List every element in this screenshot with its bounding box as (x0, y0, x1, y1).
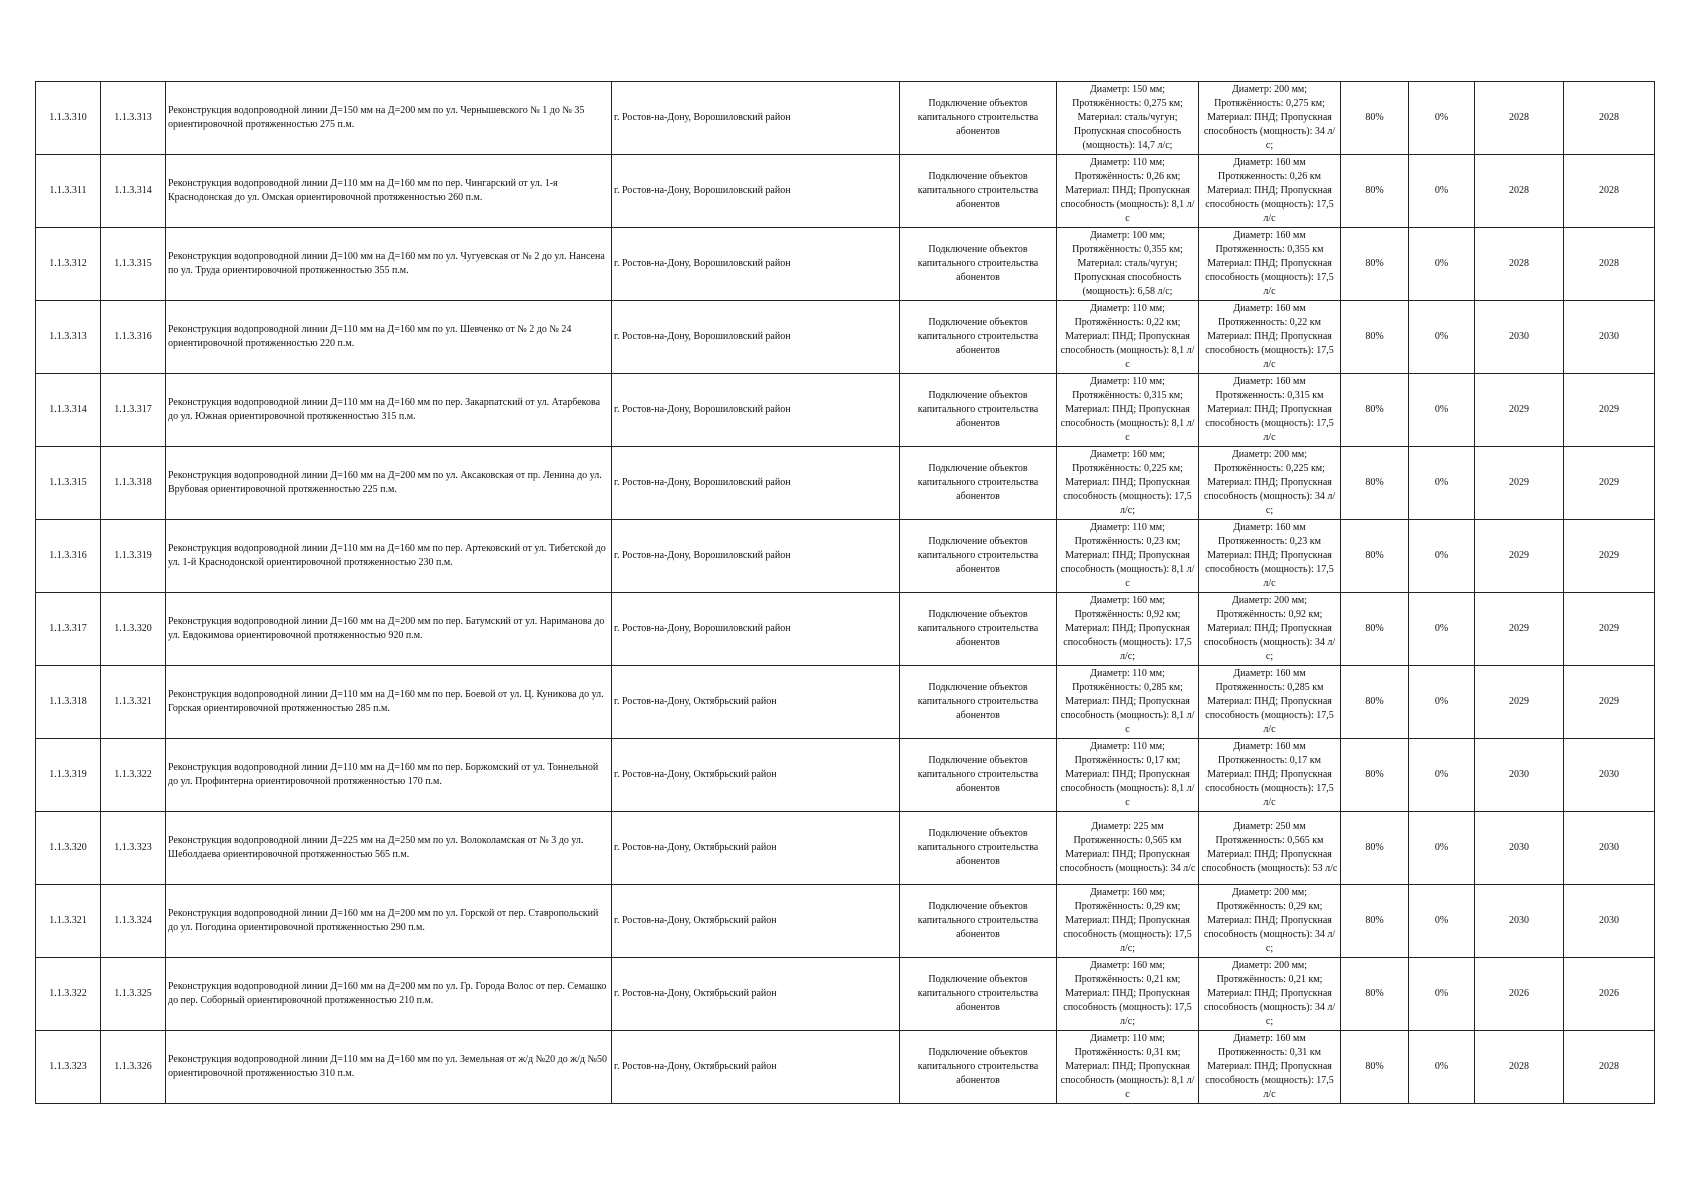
location-cell: г. Ростов-на-Дону, Ворошиловский район (612, 520, 900, 593)
specs-after-cell: Диаметр: 160 мм Протяженность: 0,22 км Материал: ПНД; Пропускная способность (мощность): 17,5 л/с (1199, 301, 1341, 374)
wear-before-cell: 80% (1341, 520, 1409, 593)
table-row (36, 958, 1655, 1031)
specs-before-cell: Диаметр: 160 мм; Протяжённость: 0,29 км; Материал: ПНД; Пропускная способность (мощность): 17,5 л/с; (1057, 885, 1199, 958)
year-end-cell: 2029 (1564, 374, 1655, 447)
project-code-cell: 1.1.3.324 (101, 885, 166, 958)
wear-after-cell: 0% (1409, 593, 1475, 666)
location-cell: г. Ростов-на-Дону, Октябрьский район (612, 1031, 900, 1104)
project-code-cell: 1.1.3.325 (101, 958, 166, 1031)
purpose-cell: Подключение объектов капитального строительства абонентов (900, 82, 1057, 155)
specs-before-cell: Диаметр: 160 мм; Протяжённость: 0,92 км; Материал: ПНД; Пропускная способность (мощность): 17,5 л/с; (1057, 593, 1199, 666)
purpose-cell: Подключение объектов капитального строительства абонентов (900, 812, 1057, 885)
row-number-cell: 1.1.3.322 (36, 958, 101, 1031)
specs-before-cell: Диаметр: 160 мм; Протяжённость: 0,21 км; Материал: ПНД; Пропускная способность (мощность): 17,5 л/с; (1057, 958, 1199, 1031)
project-code-cell: 1.1.3.326 (101, 1031, 166, 1104)
table-row (36, 447, 1655, 520)
row-number-cell: 1.1.3.320 (36, 812, 101, 885)
project-code-cell: 1.1.3.315 (101, 228, 166, 301)
year-end-cell: 2028 (1564, 228, 1655, 301)
row-number-cell: 1.1.3.317 (36, 593, 101, 666)
specs-before-cell: Диаметр: 110 мм; Протяжённость: 0,31 км; Материал: ПНД; Пропускная способность (мощность): 8,1 л/с (1057, 1031, 1199, 1104)
location-cell: г. Ростов-на-Дону, Ворошиловский район (612, 374, 900, 447)
wear-before-cell: 80% (1341, 812, 1409, 885)
specs-after-cell: Диаметр: 200 мм; Протяжённость: 0,92 км; Материал: ПНД; Пропускная способность (мощность): 34 л/с; (1199, 593, 1341, 666)
specs-before-cell: Диаметр: 110 мм; Протяжённость: 0,315 км; Материал: ПНД; Пропускная способность (мощность): 8,1 л/с (1057, 374, 1199, 447)
year-end-cell: 2029 (1564, 593, 1655, 666)
year-end-cell: 2026 (1564, 958, 1655, 1031)
wear-after-cell: 0% (1409, 812, 1475, 885)
specs-before-cell: Диаметр: 110 мм; Протяжённость: 0,23 км; Материал: ПНД; Пропускная способность (мощность): 8,1 л/с (1057, 520, 1199, 593)
location-cell: г. Ростов-на-Дону, Октябрьский район (612, 958, 900, 1031)
table-body (36, 82, 1655, 1104)
purpose-cell: Подключение объектов капитального строительства абонентов (900, 155, 1057, 228)
wear-after-cell: 0% (1409, 155, 1475, 228)
row-number-cell: 1.1.3.319 (36, 739, 101, 812)
wear-after-cell: 0% (1409, 666, 1475, 739)
project-code-cell: 1.1.3.320 (101, 593, 166, 666)
purpose-cell: Подключение объектов капитального строительства абонентов (900, 447, 1057, 520)
purpose-cell: Подключение объектов капитального строительства абонентов (900, 228, 1057, 301)
project-code-cell: 1.1.3.314 (101, 155, 166, 228)
row-number-cell: 1.1.3.311 (36, 155, 101, 228)
project-code-cell: 1.1.3.319 (101, 520, 166, 593)
project-code-cell: 1.1.3.323 (101, 812, 166, 885)
project-code-cell: 1.1.3.313 (101, 82, 166, 155)
year-start-cell: 2028 (1475, 1031, 1564, 1104)
wear-after-cell: 0% (1409, 739, 1475, 812)
purpose-cell: Подключение объектов капитального строительства абонентов (900, 301, 1057, 374)
specs-after-cell: Диаметр: 200 мм; Протяжённость: 0,29 км; Материал: ПНД; Пропускная способность (мощность): 34 л/с; (1199, 885, 1341, 958)
purpose-cell: Подключение объектов капитального строительства абонентов (900, 739, 1057, 812)
year-end-cell: 2028 (1564, 1031, 1655, 1104)
row-number-cell: 1.1.3.310 (36, 82, 101, 155)
year-start-cell: 2030 (1475, 812, 1564, 885)
project-name-cell: Реконструкция водопроводной линии Д=110 мм на Д=160 мм по пер. Закарпатский от ул. Атарбекова до ул. Южная ориентировочной протяженностью 315 п.м. (166, 374, 612, 447)
table-row (36, 82, 1655, 155)
wear-after-cell: 0% (1409, 82, 1475, 155)
location-cell: г. Ростов-на-Дону, Октябрьский район (612, 885, 900, 958)
specs-before-cell: Диаметр: 150 мм; Протяжённость: 0,275 км; Материал: сталь/чугун; Пропускная способность (мощность): 14,7 л/с; (1057, 82, 1199, 155)
project-name-cell: Реконструкция водопроводной линии Д=225 мм на Д=250 мм по ул. Волоколамская от № 3 до ул. Шеболдаева ориентировочной протяженностью 565 п.м. (166, 812, 612, 885)
specs-after-cell: Диаметр: 160 мм Протяженность: 0,285 км Материал: ПНД; Пропускная способность (мощность): 17,5 л/с (1199, 666, 1341, 739)
wear-after-cell: 0% (1409, 1031, 1475, 1104)
project-name-cell: Реконструкция водопроводной линии Д=160 мм на Д=200 мм по ул. Горской от пер. Ставропольский до ул. Погодина ориентировочной протяженностью 290 п.м. (166, 885, 612, 958)
project-name-cell: Реконструкция водопроводной линии Д=110 мм на Д=160 мм по пер. Боржомский от ул. Тоннельной до ул. Профинтерна ориентировочной протяженностью 170 п.м. (166, 739, 612, 812)
wear-before-cell: 80% (1341, 301, 1409, 374)
row-number-cell: 1.1.3.316 (36, 520, 101, 593)
row-number-cell: 1.1.3.323 (36, 1031, 101, 1104)
year-start-cell: 2028 (1475, 82, 1564, 155)
table-row (36, 885, 1655, 958)
table-row (36, 1031, 1655, 1104)
wear-after-cell: 0% (1409, 447, 1475, 520)
year-start-cell: 2030 (1475, 885, 1564, 958)
table-row (36, 812, 1655, 885)
specs-after-cell: Диаметр: 200 мм; Протяжённость: 0,21 км; Материал: ПНД; Пропускная способность (мощность): 34 л/с; (1199, 958, 1341, 1031)
location-cell: г. Ростов-на-Дону, Октябрьский район (612, 812, 900, 885)
project-name-cell: Реконструкция водопроводной линии Д=100 мм на Д=160 мм по ул. Чугуевская от № 2 до ул. Нансена по ул. Труда ориентировочной протяженностью 355 п.м. (166, 228, 612, 301)
year-end-cell: 2029 (1564, 447, 1655, 520)
table-row (36, 593, 1655, 666)
year-start-cell: 2028 (1475, 228, 1564, 301)
specs-after-cell: Диаметр: 160 мм Протяженность: 0,26 км Материал: ПНД; Пропускная способность (мощность): 17,5 л/с (1199, 155, 1341, 228)
location-cell: г. Ростов-на-Дону, Ворошиловский район (612, 301, 900, 374)
specs-before-cell: Диаметр: 110 мм; Протяжённость: 0,285 км; Материал: ПНД; Пропускная способность (мощность): 8,1 л/с (1057, 666, 1199, 739)
wear-after-cell: 0% (1409, 374, 1475, 447)
wear-after-cell: 0% (1409, 520, 1475, 593)
row-number-cell: 1.1.3.314 (36, 374, 101, 447)
project-name-cell: Реконструкция водопроводной линии Д=160 мм на Д=200 мм по ул. Аксаковская от пр. Ленина до ул. Врубовая ориентировочной протяженностью 225 п.м. (166, 447, 612, 520)
wear-before-cell: 80% (1341, 739, 1409, 812)
year-start-cell: 2029 (1475, 666, 1564, 739)
wear-after-cell: 0% (1409, 301, 1475, 374)
project-name-cell: Реконструкция водопроводной линии Д=110 мм на Д=160 мм по ул. Шевченко от № 2 до № 24 ориентировочной протяженностью 220 п.м. (166, 301, 612, 374)
year-end-cell: 2028 (1564, 82, 1655, 155)
specs-after-cell: Диаметр: 250 мм Протяженность: 0,565 км Материал: ПНД; Пропускная способность (мощность): 53 л/с (1199, 812, 1341, 885)
year-start-cell: 2030 (1475, 739, 1564, 812)
table-row (36, 520, 1655, 593)
row-number-cell: 1.1.3.315 (36, 447, 101, 520)
purpose-cell: Подключение объектов капитального строительства абонентов (900, 666, 1057, 739)
table-row (36, 228, 1655, 301)
wear-before-cell: 80% (1341, 666, 1409, 739)
year-end-cell: 2029 (1564, 666, 1655, 739)
row-number-cell: 1.1.3.318 (36, 666, 101, 739)
year-start-cell: 2029 (1475, 593, 1564, 666)
wear-before-cell: 80% (1341, 1031, 1409, 1104)
table-row (36, 155, 1655, 228)
year-start-cell: 2029 (1475, 447, 1564, 520)
project-code-cell: 1.1.3.322 (101, 739, 166, 812)
location-cell: г. Ростов-на-Дону, Ворошиловский район (612, 228, 900, 301)
wear-before-cell: 80% (1341, 82, 1409, 155)
year-end-cell: 2029 (1564, 520, 1655, 593)
year-start-cell: 2029 (1475, 520, 1564, 593)
project-name-cell: Реконструкция водопроводной линии Д=110 мм на Д=160 мм по пер. Чингарский от ул. 1-я Краснодонская до ул. Омская ориентировочной протяженностью 260 п.м. (166, 155, 612, 228)
project-code-cell: 1.1.3.317 (101, 374, 166, 447)
year-end-cell: 2030 (1564, 885, 1655, 958)
specs-before-cell: Диаметр: 110 мм; Протяжённость: 0,26 км; Материал: ПНД; Пропускная способность (мощность): 8,1 л/с (1057, 155, 1199, 228)
specs-after-cell: Диаметр: 160 мм Протяженность: 0,17 км Материал: ПНД; Пропускная способность (мощность): 17,5 л/с (1199, 739, 1341, 812)
specs-after-cell: Диаметр: 200 мм; Протяжённость: 0,225 км; Материал: ПНД; Пропускная способность (мощность): 34 л/с; (1199, 447, 1341, 520)
project-name-cell: Реконструкция водопроводной линии Д=110 мм на Д=160 мм по пер. Боевой от ул. Ц. Куникова до ул. Горская ориентировочной протяженностью 285 п.м. (166, 666, 612, 739)
specs-after-cell: Диаметр: 200 мм; Протяжённость: 0,275 км; Материал: ПНД; Пропускная способность (мощность): 34 л/с; (1199, 82, 1341, 155)
project-code-cell: 1.1.3.316 (101, 301, 166, 374)
project-name-cell: Реконструкция водопроводной линии Д=160 мм на Д=200 мм по пер. Батумский от ул. Нариманова до ул. Евдокимова ориентировочной протяженностью 920 п.м. (166, 593, 612, 666)
location-cell: г. Ростов-на-Дону, Октябрьский район (612, 666, 900, 739)
purpose-cell: Подключение объектов капитального строительства абонентов (900, 374, 1057, 447)
year-start-cell: 2028 (1475, 155, 1564, 228)
purpose-cell: Подключение объектов капитального строительства абонентов (900, 1031, 1057, 1104)
location-cell: г. Ростов-на-Дону, Октябрьский район (612, 739, 900, 812)
wear-before-cell: 80% (1341, 374, 1409, 447)
location-cell: г. Ростов-на-Дону, Ворошиловский район (612, 155, 900, 228)
row-number-cell: 1.1.3.313 (36, 301, 101, 374)
table-row (36, 301, 1655, 374)
wear-before-cell: 80% (1341, 885, 1409, 958)
specs-after-cell: Диаметр: 160 мм Протяженность: 0,315 км Материал: ПНД; Пропускная способность (мощность): 17,5 л/с (1199, 374, 1341, 447)
year-end-cell: 2030 (1564, 812, 1655, 885)
specs-before-cell: Диаметр: 110 мм; Протяжённость: 0,22 км; Материал: ПНД; Пропускная способность (мощность): 8,1 л/с (1057, 301, 1199, 374)
purpose-cell: Подключение объектов капитального строительства абонентов (900, 593, 1057, 666)
year-start-cell: 2026 (1475, 958, 1564, 1031)
table-row (36, 666, 1655, 739)
specs-before-cell: Диаметр: 100 мм; Протяжённость: 0,355 км; Материал: сталь/чугун; Пропускная способность (мощность): 6,58 л/с; (1057, 228, 1199, 301)
year-start-cell: 2029 (1475, 374, 1564, 447)
purpose-cell: Подключение объектов капитального строительства абонентов (900, 520, 1057, 593)
specs-after-cell: Диаметр: 160 мм Протяженность: 0,355 км Материал: ПНД; Пропускная способность (мощность): 17,5 л/с (1199, 228, 1341, 301)
investment-program-table (35, 81, 1655, 1104)
wear-before-cell: 80% (1341, 155, 1409, 228)
project-code-cell: 1.1.3.321 (101, 666, 166, 739)
location-cell: г. Ростов-на-Дону, Ворошиловский район (612, 82, 900, 155)
purpose-cell: Подключение объектов капитального строительства абонентов (900, 885, 1057, 958)
wear-after-cell: 0% (1409, 228, 1475, 301)
location-cell: г. Ростов-на-Дону, Ворошиловский район (612, 447, 900, 520)
row-number-cell: 1.1.3.321 (36, 885, 101, 958)
year-end-cell: 2030 (1564, 739, 1655, 812)
table-row (36, 739, 1655, 812)
specs-after-cell: Диаметр: 160 мм Протяженность: 0,23 км Материал: ПНД; Пропускная способность (мощность): 17,5 л/с (1199, 520, 1341, 593)
year-start-cell: 2030 (1475, 301, 1564, 374)
wear-after-cell: 0% (1409, 885, 1475, 958)
project-name-cell: Реконструкция водопроводной линии Д=110 мм на Д=160 мм по пер. Артековский от ул. Тибетской до ул. 1-й Краснодонской ориентировочной протяженностью 230 п.м. (166, 520, 612, 593)
year-end-cell: 2028 (1564, 155, 1655, 228)
specs-before-cell: Диаметр: 225 мм Протяженность: 0,565 км Материал: ПНД; Пропускная способность (мощность): 34 л/с (1057, 812, 1199, 885)
specs-after-cell: Диаметр: 160 мм Протяженность: 0,31 км Материал: ПНД; Пропускная способность (мощность): 17,5 л/с (1199, 1031, 1341, 1104)
location-cell: г. Ростов-на-Дону, Ворошиловский район (612, 593, 900, 666)
project-name-cell: Реконструкция водопроводной линии Д=160 мм на Д=200 мм по ул. Гр. Города Волос от пер. Семашко до пер. Соборный ориентировочной протяженностью 210 п.м. (166, 958, 612, 1031)
project-name-cell: Реконструкция водопроводной линии Д=110 мм на Д=160 мм по ул. Земельная от ж/д №20 до ж/д №50 ориентировочной протяженностью 310 п.м. (166, 1031, 612, 1104)
specs-before-cell: Диаметр: 110 мм; Протяжённость: 0,17 км; Материал: ПНД; Пропускная способность (мощность): 8,1 л/с (1057, 739, 1199, 812)
specs-before-cell: Диаметр: 160 мм; Протяжённость: 0,225 км; Материал: ПНД; Пропускная способность (мощность): 17,5 л/с; (1057, 447, 1199, 520)
wear-before-cell: 80% (1341, 958, 1409, 1031)
wear-before-cell: 80% (1341, 593, 1409, 666)
wear-before-cell: 80% (1341, 228, 1409, 301)
wear-before-cell: 80% (1341, 447, 1409, 520)
wear-after-cell: 0% (1409, 958, 1475, 1031)
table-row (36, 374, 1655, 447)
row-number-cell: 1.1.3.312 (36, 228, 101, 301)
year-end-cell: 2030 (1564, 301, 1655, 374)
project-name-cell: Реконструкция водопроводной линии Д=150 мм на Д=200 мм по ул. Чернышевского № 1 до № 35 ориентировочной протяженностью 275 п.м. (166, 82, 612, 155)
project-code-cell: 1.1.3.318 (101, 447, 166, 520)
purpose-cell: Подключение объектов капитального строительства абонентов (900, 958, 1057, 1031)
